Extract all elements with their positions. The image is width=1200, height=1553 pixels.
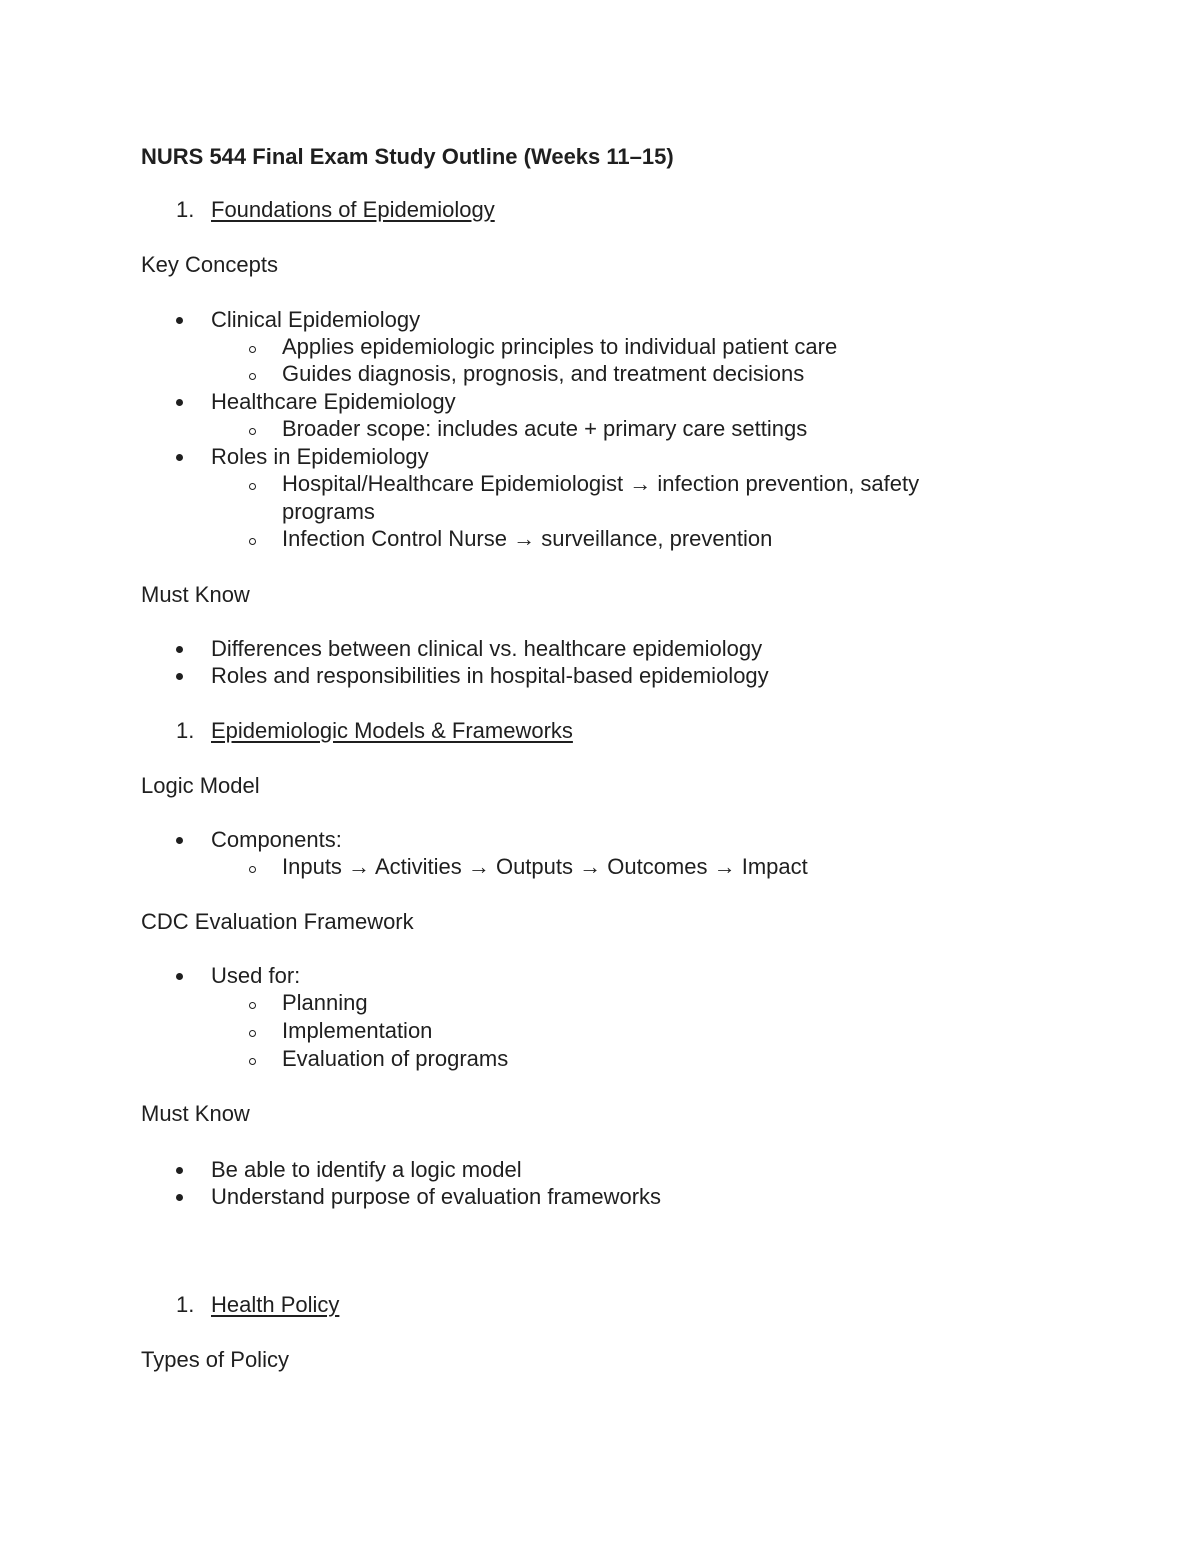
sub-bullet-icon	[249, 346, 256, 353]
sub-list-item: Infection Control Nurse → surveillance, prevention	[282, 526, 773, 551]
list-item: Roles and responsibilities in hospital-based epidemiology	[211, 663, 769, 688]
subheading-types-of-policy: Types of Policy	[141, 1347, 289, 1372]
subheading-key-concepts: Key Concepts	[141, 252, 278, 277]
sub-bullet-icon	[249, 483, 256, 490]
list-item: Components:	[211, 827, 342, 852]
subheading-logic-model: Logic Model	[141, 773, 260, 798]
bullet-icon	[176, 317, 183, 324]
section-heading-health-policy: Health Policy	[211, 1292, 340, 1317]
section-number: 1.	[176, 718, 195, 743]
subheading-must-know: Must Know	[141, 582, 250, 607]
list-item: Healthcare Epidemiology	[211, 389, 456, 414]
list-item: Roles in Epidemiology	[211, 444, 429, 469]
sub-list-item: Evaluation of programs	[282, 1046, 509, 1071]
bullet-icon	[176, 673, 183, 680]
bullet-icon	[176, 837, 183, 844]
sub-list-item: Guides diagnosis, prognosis, and treatment decisions	[282, 361, 805, 386]
section-number: 1.	[176, 197, 195, 222]
bullet-icon	[176, 399, 183, 406]
sub-list-item: Hospital/Healthcare Epidemiologist → infection prevention, safety	[282, 471, 920, 496]
subheading-must-know: Must Know	[141, 1101, 250, 1126]
sub-bullet-icon	[249, 1002, 256, 1009]
section-heading-foundations: Foundations of Epidemiology	[211, 197, 495, 222]
sub-bullet-icon	[249, 1030, 256, 1037]
bullet-icon	[176, 1167, 183, 1174]
subheading-cdc-framework: CDC Evaluation Framework	[141, 909, 414, 934]
list-item: Be able to identify a logic model	[211, 1157, 522, 1182]
document-title: NURS 544 Final Exam Study Outline (Weeks 11–15)	[141, 144, 674, 169]
sub-list-item: Inputs → Activities → Outputs → Outcomes → Impact	[282, 854, 808, 879]
sub-list-item: Implementation	[282, 1018, 433, 1043]
sub-list-item-continuation: programs	[282, 499, 375, 524]
bullet-icon	[176, 973, 183, 980]
sub-list-item: Planning	[282, 990, 368, 1015]
bullet-icon	[176, 454, 183, 461]
section-heading-models: Epidemiologic Models & Frameworks	[211, 718, 573, 743]
sub-list-item: Applies epidemiologic principles to individual patient care	[282, 334, 838, 359]
list-item: Used for:	[211, 963, 301, 988]
list-item: Differences between clinical vs. healthcare epidemiology	[211, 636, 763, 661]
sub-list-item: Broader scope: includes acute + primary care settings	[282, 416, 808, 441]
sub-bullet-icon	[249, 1058, 256, 1065]
list-item: Understand purpose of evaluation frameworks	[211, 1184, 662, 1209]
bullet-icon	[176, 1194, 183, 1201]
list-item: Clinical Epidemiology	[211, 307, 421, 332]
sub-bullet-icon	[249, 428, 256, 435]
sub-bullet-icon	[249, 538, 256, 545]
bullet-icon	[176, 646, 183, 653]
sub-bullet-icon	[249, 866, 256, 873]
sub-bullet-icon	[249, 373, 256, 380]
section-number: 1.	[176, 1292, 195, 1317]
